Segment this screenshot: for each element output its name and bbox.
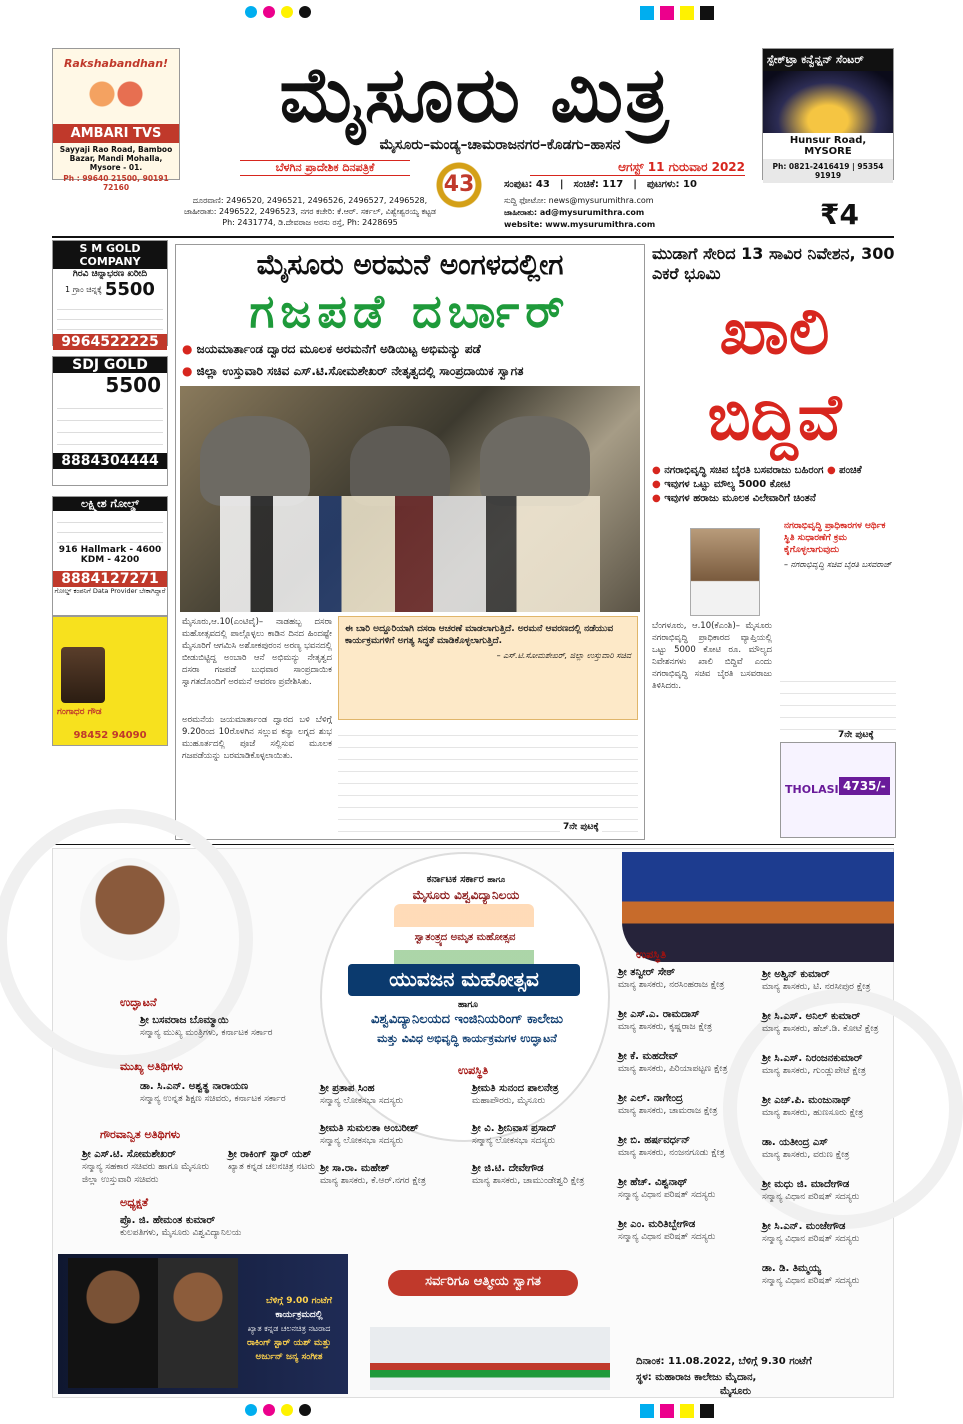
guest-name: ಶ್ರೀಮತಿ ಸುನಂದ ಪಾಲನೇತ್ರ [472, 1083, 559, 1094]
guest-name: ಶ್ರೀಮತಿ ಸುಮಲತಾ ಅಂಬರೀಶ್ [320, 1123, 419, 1134]
hd-kote-ad[interactable] [52, 616, 168, 746]
event-venue: ಸ್ಥಳ: ಮಹಾರಾಜ ಕಾಲೇಜು ಮೈದಾನ, [636, 1372, 757, 1383]
honour2-name: ಶ್ರೀ ರಾಕಿಂಗ್ ಸ್ಟಾರ್ ಯಶ್ [228, 1149, 312, 1160]
lakshmi-note: ಗೋಲ್ಡ್ ಕಂಪನಿಗೆ Data Provider ಬೇಕಾಗಿದ್ದಾರೆ [54, 587, 166, 595]
side-bullet-3: ಇವುಗಳ ಒಟ್ಟು ಮೌಲ್ಯ 5000 ಕೋಟಿ [664, 479, 791, 490]
guest-entry [618, 1092, 758, 1118]
guest-entry [472, 1082, 620, 1108]
chair-role: ಕುಲಪತಿಗಳು, ಮೈಸೂರು ವಿಶ್ವವಿದ್ಯಾನಿಲಯ [120, 1228, 242, 1238]
guest-role: ಸನ್ಮಾನ್ಯ ಲೋಕಸಭಾ ಸದಸ್ಯರು [472, 1136, 556, 1146]
side-big-1: ಖಾಲಿ [719, 295, 830, 369]
honour-person-1 [82, 1148, 222, 1187]
guest-role: ಮಾನ್ಯ ಶಾಸಕರು, ಕೆ.ಆರ್.ನಗರ ಕ್ಷೇತ್ರ [320, 1176, 426, 1186]
guest-entry [762, 1220, 892, 1246]
guest-name: ಡಾ. ಡಿ. ತಿಮ್ಮಯ್ಯ [762, 1263, 822, 1274]
guest-role: ಮಾನ್ಯ ಶಾಸಕರು, ಹುಣಸೂರು ಕ್ಷೇತ್ರ [762, 1108, 864, 1118]
org-1: ಕರ್ನಾಟಕ ಸರ್ಕಾರ [426, 874, 484, 885]
tholasi-logo: THOLASI [785, 783, 839, 796]
palace-illustration [370, 1300, 610, 1390]
website-link[interactable]: website: www.mysurumithra.com [504, 220, 656, 229]
chief-role: ಸನ್ಮಾನ್ಯ ಉನ್ನತ ಶಿಕ್ಷಣ ಸಚಿವರು, ಕರ್ನಾಟಕ ಸರ್ಕಾರ [140, 1094, 286, 1104]
main-quote-by: – ಎಸ್.ಟಿ.ಸೋಮಶೇಖರ್, ಜಿಲ್ಲಾ ಉಸ್ತುವಾರಿ ಸಚಿವ [496, 651, 631, 660]
guest-role: ಮಾನ್ಯ ಶಾಸಕರು, ಕೃಷ್ಣರಾಜ ಕ್ಷೇತ್ರ [618, 1022, 713, 1032]
lakshmi-gold-ad[interactable] [52, 496, 168, 616]
guest-entry [762, 1010, 892, 1036]
guest-entry [320, 1122, 468, 1148]
guest-name: ಶ್ರೀ ಎಸ್.ಎ. ರಾಮದಾಸ್ [618, 1009, 700, 1020]
guest-name: ಶ್ರೀ ಸಿ.ಎಸ್. ಅನಿಲ್ ಕುಮಾರ್ [762, 1011, 861, 1022]
guest-entry [472, 1162, 620, 1188]
event-sub2: ಮತ್ತು ವಿವಿಧ ಅಭಿವೃದ್ಧಿ ಕಾರ್ಯಕ್ರಮಗಳ ಉದ್ಘಾಟನೆ [377, 1032, 557, 1045]
guest-role: ಸನ್ಮಾನ್ಯ ವಿಧಾನ ಪರಿಷತ್ ಸದಸ್ಯರು [618, 1232, 716, 1242]
masthead-title: ಮೈಸೂರು ಮಿತ್ರ [279, 50, 671, 139]
guest-entry [762, 968, 892, 994]
event-amrit: ಸ್ವಾತಂತ್ರ್ಯದ ಅಮೃತ ಮಹೋತ್ಸವ [414, 932, 516, 943]
presence-label-mid: ಉಪಸ್ಥಿತಿ [458, 1064, 489, 1077]
honour-label: ಗೌರವಾನ್ವಿತ ಅತಿಥಿಗಳು [100, 1128, 181, 1141]
guest-entry [618, 1134, 758, 1160]
guest-role: ಮಾನ್ಯ ಶಾಸಕರು, ಚಾಮುಂಡೇಶ್ವರಿ ಕ್ಷೇತ್ರ [472, 1176, 585, 1186]
side-quote: ನಗರಾಭಿವೃದ್ಧಿ ಪ್ರಾಧಿಕಾರಗಳ ಆರ್ಥಿಕ ಸ್ಥಿತಿ ಸುಧಾರಣೆಗೆ ಕ್ರಮ ಕೈಗೊಳ್ಳಲಾಗುವುದು [784, 521, 886, 555]
sdj-price: 5500 [105, 373, 161, 397]
registration-dots-top [245, 6, 311, 18]
convention-title: ಸ್ಪೇಕ್‌ಟ್ರಾ ಕನ್ವೆನ್ಷನ್ ಸೆಂಟರ್ [763, 49, 893, 71]
presence-label-right: ಉಪಸ್ಥಿತಿ [636, 948, 667, 961]
guest-name: ಶ್ರೀ ಸಾ.ರಾ. ಮಹೇಶ್ [320, 1163, 390, 1174]
guest-entry [618, 1008, 758, 1034]
inaug-person [140, 1014, 310, 1040]
side-bullet-2: ಪಂಚಿಕೆ [839, 465, 862, 476]
guest-name: ಶ್ರೀ ತನ್ವೀರ್ ಸೇಠ್ [618, 967, 675, 978]
event-org-1 [366, 874, 566, 885]
guest-entry [762, 1136, 892, 1162]
main-body-2: ಅರಮನೆಯ ಜಯಮಾರ್ತಾಂಡ ದ್ವಾರದ ಬಳಿ ಬೆಳಿಗ್ಗೆ 9.20ರಿಂದ 10ರೊಳಗಿನ ಸಲ್ಲುವ ಕನ್ಯಾ ಲಗ್ನದ ಶುಭ ಮುಹೂರ್ತದಲ್ಲಿ ಪೂಜೆ ಸಲ್ಲಿಸುವ ಮೂಲಕ ಗಜಪಡೆಯನ್ನು ಬರಮಾಡಿಕೊಳ್ಳಲಾಯಿತು. [182, 715, 332, 761]
sm-gold-title: S M GOLD COMPANY [53, 241, 167, 269]
perform-line2: ರಾಕಿಂಗ್ ಸ್ಟಾರ್ ಯಶ್ ಮತ್ತು [246, 1338, 332, 1348]
cyan-dot [245, 6, 257, 18]
guest-name: ಶ್ರೀ ಮಧು ಜಿ. ಮಾದೇಗೌಡ [762, 1179, 850, 1190]
event-title: ಯುವಜನ ಮಹೋತ್ಸವ [389, 967, 539, 991]
main-body-3 [338, 724, 638, 832]
guest-role: ಮಾನ್ಯ ಶಾಸಕರು, ಗುಂಡ್ಲುಪೇಟೆ ಕ್ಷೇತ್ರ [762, 1066, 866, 1076]
honour2-role: ಖ್ಯಾತ ಕನ್ನಡ ಚಲನಚಿತ್ರ ನಟರು [228, 1162, 316, 1172]
guest-entry [320, 1162, 468, 1188]
ambari-greeting: Rakshabandhan! [63, 57, 169, 70]
sm-gold-price: 5500 [104, 279, 155, 300]
cm-portrait [80, 858, 180, 978]
anniversary-number: 43 [443, 172, 475, 197]
convention-phone: Ph: 0821-2416419 | 95354 91919 [763, 159, 893, 183]
guest-name: ಶ್ರೀ ಅಶ್ವಿನ್ ಕುಮಾರ್ [762, 969, 830, 980]
sdj-phone[interactable]: 8884304444 [53, 453, 167, 469]
tholasi-price: 4735/- [839, 777, 890, 795]
side-bullet-4: ಇವುಗಳ ಹರಾಜು ಮೂಲಕ ವಿಲೇವಾರಿಗೆ ಚಿಂತನೆ [664, 493, 816, 504]
chair-person [120, 1214, 310, 1240]
phones-line2: ಜಾಹೀರಾತು: 2496522, 2496523, ನಗರ ಕಚೇರಿ: ಕೆ.ಆರ್. ಸರ್ಕಲ್, ವಿಶ್ವೇಶ್ವರಯ್ಯ ಕಟ್ಟಡ [183, 207, 437, 216]
chief-name: ಡಾ. ಸಿ.ಎನ್. ಅಶ್ವತ್ಥ ನಾರಾಯಣ [140, 1081, 249, 1092]
honour1-role: ಸನ್ಮಾನ್ಯ ಸಹಕಾರ ಸಚಿವರು ಹಾಗೂ ಮೈಸೂರು ಜಿಲ್ಲಾ ಉಸ್ತುವಾರಿ ಸಚಿವರು [82, 1162, 210, 1185]
lakshmi-rate2: KDM - 4200 [80, 555, 140, 565]
guest-name: ಶ್ರೀ ಬಿ. ಹರ್ಷವರ್ಧನ್ [618, 1135, 691, 1146]
registration-squares-bottom [640, 1404, 714, 1418]
event-stage-photo [622, 852, 894, 962]
main-bullet-2: ● ಜಿಲ್ಲಾ ಉಸ್ತುವಾರಿ ಸಚಿವ ಎಸ್.ಟಿ.ಸೋಮಶೇಖರ್ ನೇತೃತ್ವದಲ್ಲಿ ಸಾಂಪ್ರದಾಯಿಕ ಸ್ವಾಗತ [182, 364, 524, 378]
side-headline: ಮುಡಾಗೆ ಸೇರಿದ 13 ಸಾವಿರ ನಿವೇಶನ, 300 ಎಕರೆ ಭೂಮಿ [652, 244, 895, 283]
chair-name: ಪ್ರೊ. ಜಿ. ಹೇಮಂತ ಕುಮಾರ್ [120, 1215, 216, 1226]
side-quote-box [780, 516, 896, 666]
main-quote-box [338, 616, 638, 720]
sdj-gold-ad[interactable] [52, 356, 168, 486]
perform-line3: ಅರ್ಜುನ್ ಜನ್ಯ ಸಂಗೀತ [255, 1352, 323, 1362]
phones-line1: ದೂರವಾಣಿ: 2496520, 2496521, 2496526, 2496527, 2496528, [192, 196, 428, 205]
org-and: ಹಾಗೂ [487, 875, 506, 884]
event-org-2: ಮೈಸೂರು ವಿಶ್ವವಿದ್ಯಾನಿಲಯ [412, 888, 520, 902]
event-venue-city: ಮೈಸೂರು [720, 1386, 752, 1397]
candidate-photo [61, 647, 105, 703]
guest-role: ಸನ್ಮಾನ್ಯ ವಿಧಾನ ಪರಿಷತ್ ಸದಸ್ಯರು [618, 1190, 716, 1200]
guest-role: ಮಾನ್ಯ ಶಾಸಕರು, ಹೆಚ್.ಡಿ. ಕೋಟೆ ಕ್ಷೇತ್ರ [762, 1024, 879, 1034]
convention-center-ad[interactable] [762, 48, 894, 180]
side-body-2 [780, 670, 896, 730]
main-headline-2: ಗಜಪಡೆ ದರ್ಬಾರ್ [249, 284, 571, 338]
masthead-tagline: ಬೆಳಗಿನ ಪ್ರಾದೇಶಿಕ ದಿನಪತ್ರಿಕೆ [240, 160, 410, 176]
inaug-name: ಶ್ರೀ ಬಸವರಾಜ ಬೊಮ್ಮಾಯಿ [140, 1015, 229, 1026]
price: ₹4 [820, 198, 859, 231]
guest-name: ಶ್ರೀ ಎಂ. ಮರಿತಿಬ್ಬೇಗೌಡ [618, 1219, 696, 1230]
guest-role: ಮಾನ್ಯ ಶಾಸಕರು, ವರುಣ ಕ್ಷೇತ್ರ [762, 1150, 850, 1160]
issue-number: ಸಂಚಿಕೆ: 117 [573, 179, 624, 190]
guest-entry [320, 1082, 468, 1108]
guest-entry [762, 1262, 892, 1288]
guest-name: ಶ್ರೀ ಸಿ.ಎಸ್. ನಿರಂಜನಕುಮಾರ್ [762, 1053, 863, 1064]
main-continued[interactable]: 7ನೇ ಪುಟಕ್ಕೆ [560, 822, 602, 832]
guest-role: ಮಾನ್ಯ ಶಾಸಕರು, ನಂಜನಗೂಡು ಕ್ಷೇತ್ರ [618, 1148, 725, 1158]
guest-role: ಮಾನ್ಯ ಶಾಸಕರು, ಟಿ. ನರಸೀಪುರ ಕ್ಷೇತ್ರ [762, 982, 871, 992]
guest-role: ಮಹಾಪೌರರು, ಮೈಸೂರು [472, 1096, 546, 1106]
event-sub1: ವಿಶ್ವವಿದ್ಯಾನಿಲಯದ ಇಂಜಿನಿಯರಿಂಗ್ ಕಾಲೇಜು [371, 1012, 563, 1027]
ambari-phone: Ph : 99640 21500, 90191 72160 [63, 174, 169, 192]
main-body-1: ಮೈಸೂರು,ಆ.10(ಎಂಟಿವೈ)– ನಾಡಹಬ್ಬ ದಸರಾ ಮಹೋತ್ಸವದಲ್ಲಿ ಪಾಲ್ಗೊಳ್ಳಲು ಕಾಡಿನ ದಿನದ ಹಿಂದಷ್ಟೇ ಮೈಸೂರಿಗೆ ಆಗಮಿಸಿ ಅಶೋಕಪುರಂನ ಅರಣ್ಯ ಭವನದಲ್ಲಿ ಬೀಡುಬಿಟ್ಟಿದ್ದ ಅಂಬಾರಿ ಆನೆ ಅಭಿಮನ್ಯು ನೇತೃತ್ವದ ದಸರಾ ಗಜಪಡೆ ಬುಧವಾರ ಸಾಂಪ್ರದಾಯಿಕ ಸ್ವಾಗತದೊಂದಿಗೆ ಅರಮನೆ ಆವರಣ ಪ್ರವೇಶಿಸಿತು. [182, 617, 332, 687]
guest-entry [762, 1094, 892, 1120]
side-big-2: ಬಿದ್ದಿವೆ [707, 381, 842, 455]
main-bullet-2-text: ಜಿಲ್ಲಾ ಉಸ್ತುವಾರಿ ಸಚಿವ ಎಸ್.ಟಿ.ಸೋಮಶೇಖರ್ ನೇತೃತ್ವದಲ್ಲಿ ಸಾಂಪ್ರದಾಯಿಕ ಸ್ವಾಗತ [196, 364, 524, 378]
guest-entry [762, 1052, 892, 1078]
registration-dots-bottom [245, 1404, 311, 1416]
masthead-rule [52, 236, 894, 238]
guest-role: ಸನ್ಮಾನ್ಯ ಲೋಕಸಭಾ ಸದಸ್ಯರು [320, 1136, 404, 1146]
side-bullets: ● ನಗರಾಭಿವೃದ್ಧಿ ಸಚಿವ ಬೈರತಿ ಬಸವರಾಜು ಬಹಿರಂಗ ● ಪಂಚಿಕೆ ● ಇವುಗಳ ಒಟ್ಟು ಮೌಲ್ಯ 5000 ಕೋಟಿ ● ಇವುಗಳ ಹರಾಜು ಮೂಲಕ ವಿಲೇವಾರಿಗೆ ಚಿಂತನೆ [652, 465, 862, 504]
news-email[interactable]: ಸುದ್ದಿ ಫೋಟೋ: news@mysurumithra.com [504, 196, 654, 205]
chair-label: ಅಧ್ಯಕ್ಷತೆ [120, 1196, 149, 1209]
guest-name: ಶ್ರೀ ಹೆಚ್. ವಿಶ್ವನಾಥ್ [618, 1177, 688, 1188]
convention-address: Hunsur Road, MYSORE [763, 133, 893, 159]
guest-entry [472, 1122, 620, 1148]
ambari-tvs-ad[interactable] [52, 48, 180, 192]
hd-kote-phone[interactable]: 98452 94090 [73, 730, 147, 741]
guest-name: ಶ್ರೀ ಜಿ.ಟಿ. ದೇವೇಗೌಡ [472, 1163, 544, 1174]
guest-name: ಶ್ರೀ ವಿ. ಶ್ರೀನಿವಾಸ ಪ್ರಸಾದ್ [472, 1123, 557, 1134]
side-body: ಬೆಂಗಳೂರು, ಆ.10(ಕೆಎಂಶಿ)– ಮೈಸೂರು ನಗರಾಭಿವೃದ್ಧಿ ಪ್ರಾಧಿಕಾರದ ವ್ಯಾಪ್ತಿಯಲ್ಲಿ ಒಟ್ಟು 5000 ಕೋಟಿ ರೂ. ಮೌಲ್ಯದ ನಿವೇಶನಗಳು ಖಾಲಿ ಬಿದ್ದಿವೆ ಎಂದು ನಗರಾಭಿವೃದ್ಧಿ ಸಚಿವ ಬೈರತಿ ಬಸವರಾಜು ತಿಳಿಸಿದರು. [652, 621, 772, 691]
volume: ಸಂಪುಟ: 43 [504, 179, 550, 190]
guest-name: ಶ್ರೀ ಪ್ರತಾಪ ಸಿಂಹ [320, 1083, 375, 1094]
welcome-text: ಸರ್ವರಿಗೂ ಆತ್ಮೀಯ ಸ್ವಾಗತ [425, 1274, 541, 1289]
side-bullet-1: ನಗರಾಭಿವೃದ್ಧಿ ಸಚಿವ ಬೈರತಿ ಬಸವರಾಜು ಬಹಿರಂಗ [664, 465, 824, 476]
ad-email[interactable]: ಜಾಹೀರಾತು: ad@mysurumithra.com [504, 208, 645, 217]
inaug-label: ಉದ್ಘಾಟನೆ [120, 996, 157, 1009]
guest-name: ಶ್ರೀ ಸಿ.ಎನ್. ಮಂಜೇಗೌಡ [762, 1221, 846, 1232]
honour1-name: ಶ್ರೀ ಎಸ್.ಟಿ. ಸೋಮಶೇಖರ್ [82, 1149, 176, 1160]
event-date: ದಿನಾಂಕ: 11.08.2022, ಬೆಳಿಗ್ಗೆ 9.30 ಗಂಟೆಗೆ [636, 1356, 812, 1367]
guest-role: ಮಾನ್ಯ ಶಾಸಕರು, ಚಾಮರಾಜ ಕ್ಷೇತ್ರ [618, 1106, 718, 1116]
yellow-dot [281, 6, 293, 18]
perform-line1: ಖ್ಯಾತ ಕನ್ನಡ ಚಲನಚಿತ್ರ ನಟರಾದ [247, 1324, 331, 1333]
lakshmi-title: ಲಕ್ಷ್ಮೀಶ ಗೋಲ್ಡ್ [53, 497, 167, 511]
guest-role: ಸನ್ಮಾನ್ಯ ಲೋಕಸಭಾ ಸದಸ್ಯರು [320, 1096, 404, 1106]
guest-name: ಶ್ರೀ ಕೆ. ಮಹದೇವ್ [618, 1051, 679, 1062]
issue-meta: ಸಂಪುಟ: 43 | ಸಂಚಿಕೆ: 117 | ಪುಟಗಳು: 10 [504, 179, 697, 190]
convention-photo [763, 71, 893, 133]
minister-photo [690, 528, 760, 616]
tholasi-ad[interactable] [780, 742, 896, 838]
ambari-address: Sayyaji Rao Road, Bamboo Bazar, Mandi Mohalla, Mysore - 01. [59, 145, 173, 172]
sdj-title: SDJ GOLD [53, 357, 167, 373]
sm-gold-phone[interactable]: 9964522225 [53, 334, 167, 350]
chief-person [140, 1080, 340, 1106]
sm-gold-text: ಗಿರವಿ ಚಿನ್ನಾಭರಣ ಖರೀದಿ [72, 269, 148, 279]
guest-name: ಶ್ರೀ ಎಚ್.ಪಿ. ಮಂಜುನಾಥ್ [762, 1095, 851, 1106]
inaug-role: ಸನ್ಮಾನ್ಯ ಮುಖ್ಯ ಮಂತ್ರಿಗಳು, ಕರ್ನಾಟಕ ಸರ್ಕಾರ [140, 1028, 273, 1038]
guest-role: ಮಾನ್ಯ ಶಾಸಕರು, ನರಸಿಂಹರಾಜ ಕ್ಷೇತ್ರ [618, 980, 725, 990]
guest-role: ಸನ್ಮಾನ್ಯ ವಿಧಾನ ಪರಿಷತ್ ಸದಸ್ಯರು [762, 1276, 860, 1286]
registration-squares-top [640, 6, 714, 20]
masthead-subtitle: ಮೈಸೂರು–ಮಂಡ್ಯ–ಚಾಮರಾಜನಗರ–ಕೊಡಗು–ಹಾಸನ [379, 137, 621, 153]
perform-time: ಬೆಳಿಗ್ಗೆ 9.00 ಗಂಟೆಗೆ [266, 1296, 332, 1306]
black-dot [299, 6, 311, 18]
contact-phones [160, 195, 460, 228]
main-bullet-1: ● ಜಯಮಾರ್ತಾಂಡ ದ್ವಾರದ ಮೂಲಕ ಅರಮನೆಗೆ ಅಡಿಯಿಟ್ಟ ಅಭಿಮನ್ಯು ಪಡೆ [182, 342, 481, 356]
perform-label: ಕಾರ್ಯಕ್ರಮದಲ್ಲಿ [275, 1310, 323, 1320]
page-count: ಪುಟಗಳು: 10 [646, 179, 697, 190]
performer-photo-1 [68, 1258, 158, 1388]
main-quote: ಈ ಬಾರಿ ಅದ್ದೂರಿಯಾಗಿ ದಸರಾ ಆಚರಣೆ ಮಾಡಲಾಗುತ್ತಿದೆ. ಅರಮನೆ ಆವರಣದಲ್ಲಿ ನಡೆಯುವ ಕಾರ್ಯಕ್ರಮಗಳಿಗೆ ಅಗತ್ಯ ಸಿದ್ಧತೆ ಮಾಡಿಕೊಳ್ಳಲಾಗುತ್ತಿದೆ. [345, 624, 614, 646]
guest-name: ಶ್ರೀ ಎಲ್. ನಾಗೇಂದ್ರ [618, 1093, 683, 1104]
sm-gold-rate: 1 ಗ್ರಾಂ ಚಿನ್ನಕ್ಕೆ [65, 284, 102, 294]
guest-name: ಡಾ. ಯತೀಂದ್ರ ಎಸ್ [762, 1137, 828, 1148]
issue-date: ಆಗಸ್ಟ್ 11 ಗುರುವಾರ 2022 [530, 160, 745, 176]
phones-line3: Ph: 2431774, ಡಿ.ದೇವರಾಜ ಅರಸು ರಸ್ತೆ, Ph: 2428695 [222, 218, 398, 227]
chief-label: ಮುಖ್ಯ ಅತಿಥಿಗಳು [120, 1060, 183, 1073]
guest-entry [618, 1176, 758, 1202]
side-continued[interactable]: 7ನೇ ಪುಟಕ್ಕೆ [838, 730, 874, 740]
hd-kote-name: ಗಂಗಾಧರ ಗೌಡ [57, 707, 102, 717]
guest-entry [618, 1050, 758, 1076]
sm-gold-ad[interactable] [52, 240, 168, 350]
performer-photo-2 [158, 1258, 238, 1388]
event-and: ಹಾಗೂ [457, 1000, 479, 1010]
magenta-dot [263, 6, 275, 18]
contact-emails [504, 195, 754, 231]
guest-entry [618, 966, 758, 992]
guest-role: ಮಾನ್ಯ ಶಾಸಕರು, ಪಿರಿಯಾಪಟ್ಟಣ ಕ್ಷೇತ್ರ [618, 1064, 728, 1074]
side-quote-by: – ನಗರಾಭಿವೃದ್ಧಿ ಸಚಿವ ಬೈರತಿ ಬಸವರಾಜ್ [784, 560, 892, 569]
lakshmi-phone[interactable]: 8884127271 [53, 571, 167, 587]
main-bullet-1-text: ಜಯಮಾರ್ತಾಂಡ ದ್ವಾರದ ಮೂಲಕ ಅರಮನೆಗೆ ಅಡಿಯಿಟ್ಟ ಅಭಿಮನ್ಯು ಪಡೆ [196, 342, 481, 356]
couple-illustration [81, 74, 151, 114]
guest-entry [762, 1178, 892, 1204]
ambari-title: AMBARI TVS [53, 124, 179, 143]
guest-entry [618, 1218, 758, 1244]
elephant-photo [180, 386, 640, 612]
guest-role: ಸನ್ಮಾನ್ಯ ವಿಧಾನ ಪರಿಷತ್ ಸದಸ್ಯರು [762, 1192, 860, 1202]
main-headline-1: ಮೈಸೂರು ಅರಮನೆ ಅಂಗಳದಲ್ಲೀಗ [256, 248, 564, 281]
lakshmi-rate1: 916 Hallmark - 4600 [58, 545, 162, 555]
guest-role: ಸನ್ಮಾನ್ಯ ವಿಧಾನ ಪರಿಷತ್ ಸದಸ್ಯರು [762, 1234, 860, 1244]
